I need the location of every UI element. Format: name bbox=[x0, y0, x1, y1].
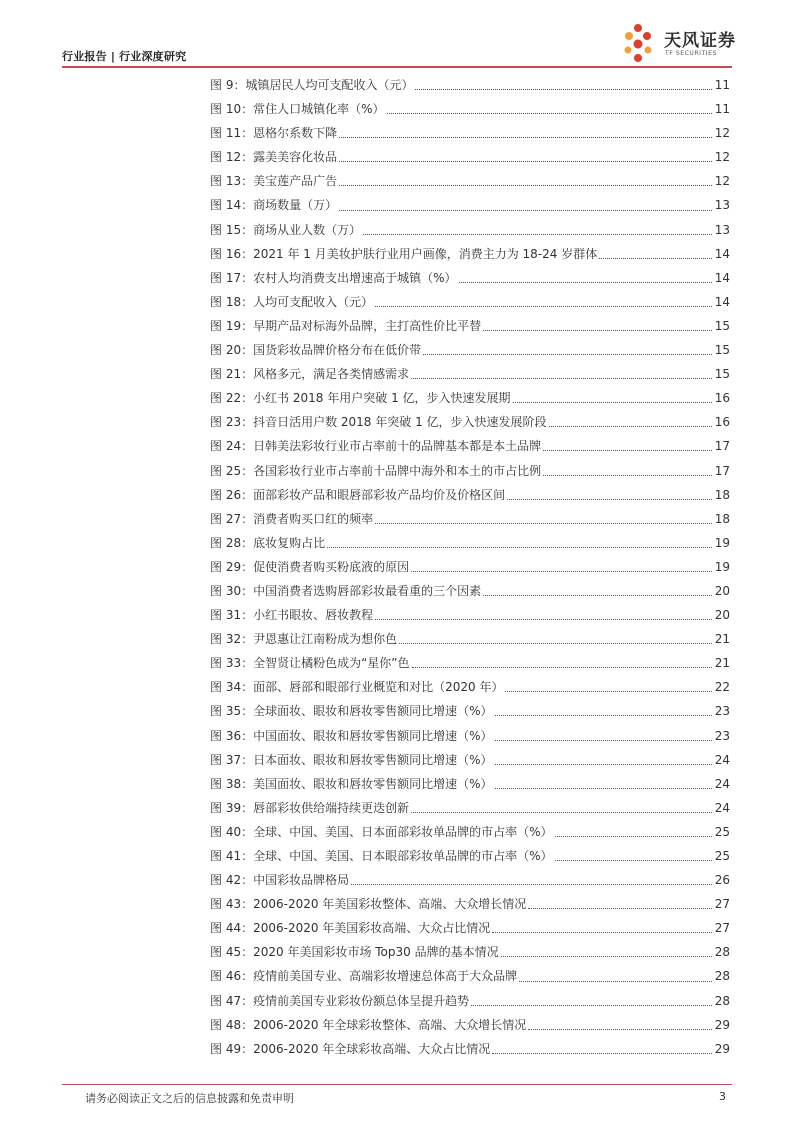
toc-entry[interactable] bbox=[210, 410, 730, 434]
toc-entry[interactable] bbox=[210, 579, 730, 603]
toc-entry-title[interactable]: 图 14：商场数量（万） bbox=[210, 198, 338, 213]
toc-entry-title[interactable]: 图 39：唇部彩妆供给端持续更迭创新 bbox=[210, 800, 410, 815]
toc-dot-leader bbox=[412, 666, 712, 668]
toc-dot-leader bbox=[519, 980, 712, 982]
toc-entry[interactable] bbox=[210, 242, 730, 266]
toc-entry[interactable] bbox=[210, 338, 730, 362]
toc-entry-page[interactable]: 16 bbox=[714, 415, 730, 430]
toc-dot-leader bbox=[411, 570, 712, 572]
toc-dot-leader bbox=[375, 522, 712, 524]
toc-entry-page[interactable]: 24 bbox=[714, 800, 730, 815]
toc-entry[interactable] bbox=[210, 627, 730, 651]
toc-entry[interactable] bbox=[210, 820, 730, 844]
toc-entry[interactable] bbox=[210, 940, 730, 964]
toc-entry[interactable] bbox=[210, 724, 730, 748]
toc-entry-title[interactable]: 图 23：抖音日活用户数 2018 年突破 1 亿，步入快速发展阶段 bbox=[210, 415, 547, 430]
toc-dot-leader bbox=[411, 377, 712, 379]
toc-entry-title[interactable]: 图 49：2006-2020 年全球彩妆高端、大众占比情况 bbox=[210, 1041, 491, 1056]
toc-entry-page[interactable]: 27 bbox=[714, 921, 730, 936]
footer-divider bbox=[62, 1084, 732, 1085]
toc-entry-title[interactable]: 图 32：尹恩惠让江南粉成为想你色 bbox=[210, 632, 398, 647]
toc-entry[interactable] bbox=[210, 651, 730, 675]
toc-dot-leader bbox=[507, 498, 712, 500]
toc-dot-leader bbox=[339, 209, 712, 211]
toc-entry-title[interactable]: 图 16：2021 年 1 月美妆护肤行业用户画像，消费主力为 18-24 岁群体 bbox=[210, 246, 598, 261]
toc-entry[interactable] bbox=[210, 1013, 730, 1037]
toc-dot-leader bbox=[492, 1052, 712, 1054]
toc-entry-page[interactable]: 12 bbox=[714, 174, 730, 189]
toc-entry-page[interactable]: 29 bbox=[714, 1017, 730, 1032]
toc-dot-leader bbox=[495, 714, 713, 716]
toc-entry[interactable] bbox=[210, 266, 730, 290]
toc-entry[interactable] bbox=[210, 868, 730, 892]
logo-mark-icon bbox=[622, 22, 662, 66]
toc-dot-leader bbox=[363, 233, 712, 235]
toc-dot-leader bbox=[399, 642, 712, 644]
toc-entry[interactable] bbox=[210, 1037, 730, 1061]
toc-entry-title[interactable]: 图 27：消费者购买口红的频率 bbox=[210, 511, 374, 526]
toc-dot-leader bbox=[483, 329, 712, 331]
toc-entry[interactable] bbox=[210, 916, 730, 940]
toc-entry-page[interactable]: 17 bbox=[714, 439, 730, 454]
toc-dot-leader bbox=[471, 1004, 712, 1006]
toc-entry-title[interactable]: 图 44：2006-2020 年美国彩妆高端、大众占比情况 bbox=[210, 921, 491, 936]
toc-dot-leader bbox=[528, 907, 712, 909]
toc-entry[interactable] bbox=[210, 964, 730, 988]
toc-entry[interactable] bbox=[210, 989, 730, 1013]
toc-entry-page[interactable]: 27 bbox=[714, 897, 730, 912]
toc-dot-leader bbox=[411, 811, 712, 813]
toc-dot-leader bbox=[543, 474, 712, 476]
toc-entry-page[interactable]: 19 bbox=[714, 535, 730, 550]
toc-entry-page[interactable]: 13 bbox=[714, 222, 730, 237]
toc-entry[interactable] bbox=[210, 290, 730, 314]
toc-entry-title[interactable]: 图 9：城镇居民人均可支配收入（元） bbox=[210, 78, 414, 92]
footer-disclaimer: 请务必阅读正文之后的信息披露和免责申明 bbox=[85, 1092, 294, 1105]
brand-logo bbox=[622, 20, 734, 68]
toc-entry-title[interactable]: 图 22：小红书 2018 年用户突破 1 亿，步入快速发展期 bbox=[210, 391, 511, 406]
toc-entry-title[interactable]: 图 30：中国消费者选购唇部彩妆最看重的三个因素 bbox=[210, 583, 482, 598]
figure-toc-list bbox=[210, 73, 730, 1061]
toc-entry-title[interactable]: 图 13：美宝莲产品广告 bbox=[210, 174, 338, 189]
toc-entry[interactable] bbox=[210, 362, 730, 386]
toc-entry[interactable] bbox=[210, 314, 730, 338]
toc-entry-page[interactable]: 12 bbox=[714, 126, 730, 141]
toc-entry-title[interactable]: 图 42：中国彩妆品牌格局 bbox=[210, 873, 350, 888]
toc-entry-title[interactable]: 图 48：2006-2020 年全球彩妆整体、高端、大众增长情况 bbox=[210, 1017, 527, 1032]
toc-dot-leader bbox=[375, 305, 712, 307]
toc-entry[interactable] bbox=[210, 699, 730, 723]
toc-entry-page[interactable]: 13 bbox=[714, 198, 730, 213]
toc-entry-page[interactable]: 29 bbox=[714, 1041, 730, 1056]
toc-entry-title[interactable]: 图 25：各国彩妆行业市占率前十品牌中海外和本土的市占比例 bbox=[210, 463, 542, 478]
toc-entry-title[interactable]: 图 18：人均可支配收入（元） bbox=[210, 294, 374, 309]
toc-entry[interactable] bbox=[210, 169, 730, 193]
toc-entry-page[interactable]: 26 bbox=[714, 873, 730, 888]
toc-dot-leader bbox=[513, 401, 712, 403]
toc-entry-page[interactable]: 16 bbox=[714, 391, 730, 406]
toc-dot-leader bbox=[505, 690, 712, 692]
logo-name-cn: 天风证券 bbox=[664, 31, 736, 51]
toc-entry-page[interactable]: 14 bbox=[714, 246, 730, 261]
toc-entry[interactable] bbox=[210, 531, 730, 555]
toc-entry-title[interactable]: 图 43：2006-2020 年美国彩妆整体、高端、大众增长情况 bbox=[210, 897, 527, 912]
toc-entry[interactable] bbox=[210, 555, 730, 579]
toc-entry-page[interactable]: 22 bbox=[714, 680, 730, 695]
toc-dot-leader bbox=[555, 859, 713, 861]
toc-entry-title[interactable]: 图 35：全球面妆、眼妆和唇妆零售额同比增速（%） bbox=[210, 704, 493, 719]
toc-dot-leader bbox=[599, 257, 712, 259]
page-number: 3 bbox=[719, 1090, 726, 1103]
toc-entry-title[interactable]: 图 37：日本面妆、眼妆和唇妆零售额同比增速（%） bbox=[210, 752, 493, 767]
toc-dot-leader bbox=[495, 763, 713, 765]
toc-entry-page[interactable]: 28 bbox=[714, 993, 730, 1008]
toc-entry-title[interactable]: 图 10：常住人口城镇化率（%） bbox=[210, 102, 385, 117]
toc-entry-page[interactable]: 11 bbox=[714, 78, 730, 92]
toc-dot-leader bbox=[495, 739, 713, 741]
toc-dot-leader bbox=[339, 160, 712, 162]
toc-entry-title[interactable]: 图 31：小红书眼妆、唇妆教程 bbox=[210, 608, 374, 623]
toc-dot-leader bbox=[483, 594, 712, 596]
toc-entry[interactable] bbox=[210, 73, 730, 97]
toc-dot-leader bbox=[351, 883, 712, 885]
toc-dot-leader bbox=[501, 955, 712, 957]
toc-entry-page[interactable]: 21 bbox=[714, 656, 730, 671]
toc-entry[interactable] bbox=[210, 193, 730, 217]
toc-dot-leader bbox=[387, 112, 713, 114]
toc-dot-leader bbox=[549, 425, 712, 427]
toc-entry[interactable] bbox=[210, 459, 730, 483]
toc-entry[interactable] bbox=[210, 145, 730, 169]
toc-entry-page[interactable]: 17 bbox=[714, 463, 730, 478]
toc-entry-page[interactable]: 14 bbox=[714, 270, 730, 285]
toc-entry-title[interactable]: 图 40：全球、中国、美国、日本面部彩妆单品牌的市占率（%） bbox=[210, 824, 553, 839]
toc-entry-title[interactable]: 图 45：2020 年美国彩妆市场 Top30 品牌的基本情况 bbox=[210, 945, 499, 960]
toc-dot-leader bbox=[528, 1028, 712, 1030]
toc-entry-page[interactable]: 19 bbox=[714, 559, 730, 574]
toc-entry-page[interactable]: 25 bbox=[714, 849, 730, 863]
toc-entry[interactable] bbox=[210, 218, 730, 242]
toc-entry[interactable] bbox=[210, 772, 730, 796]
toc-dot-leader bbox=[555, 835, 713, 837]
toc-dot-leader bbox=[375, 618, 712, 620]
toc-entry-title[interactable]: 图 15：商场从业人数（万） bbox=[210, 222, 362, 237]
toc-entry-page[interactable]: 24 bbox=[714, 776, 730, 791]
logo-name-en: TF SECURITIES bbox=[665, 50, 717, 57]
toc-entry-page[interactable]: 15 bbox=[714, 343, 730, 358]
toc-entry-title[interactable]: 图 29：促使消费者购买粉底液的原因 bbox=[210, 559, 410, 574]
toc-entry-page[interactable]: 28 bbox=[714, 969, 730, 984]
toc-entry-page[interactable]: 15 bbox=[714, 318, 730, 333]
toc-dot-leader bbox=[327, 546, 712, 548]
toc-dot-leader bbox=[459, 281, 713, 283]
toc-entry-title[interactable]: 图 12：露美美容化妆品 bbox=[210, 150, 338, 165]
toc-dot-leader bbox=[492, 931, 712, 933]
toc-entry[interactable] bbox=[210, 892, 730, 916]
toc-dot-leader bbox=[495, 787, 713, 789]
toc-entry-page[interactable]: 25 bbox=[714, 824, 730, 839]
toc-entry[interactable] bbox=[210, 675, 730, 699]
toc-entry-page[interactable]: 20 bbox=[714, 608, 730, 623]
toc-entry-title[interactable]: 图 28：底妆复购占比 bbox=[210, 535, 326, 550]
toc-entry[interactable] bbox=[210, 121, 730, 145]
toc-entry-title[interactable]: 图 46：疫情前美国专业、高端彩妆增速总体高于大众品牌 bbox=[210, 969, 518, 984]
toc-entry-page[interactable]: 11 bbox=[714, 102, 730, 117]
report-category: 行业报告 | 行业深度研究 bbox=[62, 50, 187, 63]
toc-entry[interactable] bbox=[210, 434, 730, 458]
toc-entry-title[interactable]: 图 36：中国面妆、眼妆和唇妆零售额同比增速（%） bbox=[210, 728, 493, 743]
toc-entry-title[interactable]: 图 38：美国面妆、眼妆和唇妆零售额同比增速（%） bbox=[210, 776, 493, 791]
toc-entry-title[interactable]: 图 47：疫情前美国专业彩妆份额总体呈提升趋势 bbox=[210, 993, 470, 1008]
toc-entry-title[interactable]: 图 20：国货彩妆品牌价格分布在低价带 bbox=[210, 343, 422, 358]
toc-entry-title[interactable]: 图 21：风格多元，满足各类情感需求 bbox=[210, 367, 410, 382]
toc-entry-title[interactable]: 图 11：恩格尔系数下降 bbox=[210, 126, 338, 141]
toc-entry-title[interactable]: 图 41：全球、中国、美国、日本眼部彩妆单品牌的市占率（%） bbox=[210, 849, 553, 863]
toc-entry-title[interactable]: 图 34：面部、唇部和眼部行业概览和对比（2020 年） bbox=[210, 680, 504, 695]
toc-entry[interactable] bbox=[210, 97, 730, 121]
toc-entry-title[interactable]: 图 24：日韩美法彩妆行业市占率前十的品牌基本都是本土品牌 bbox=[210, 439, 542, 454]
toc-entry[interactable] bbox=[210, 796, 730, 820]
header-divider bbox=[62, 66, 732, 68]
toc-entry[interactable] bbox=[210, 483, 730, 507]
toc-entry-page[interactable]: 23 bbox=[714, 704, 730, 719]
toc-entry-page[interactable]: 21 bbox=[714, 632, 730, 647]
toc-entry-page[interactable]: 28 bbox=[714, 945, 730, 960]
toc-entry-title[interactable]: 图 26：面部彩妆产品和眼唇部彩妆产品均价及价格区间 bbox=[210, 487, 506, 502]
toc-entry-page[interactable]: 15 bbox=[714, 367, 730, 382]
toc-entry-page[interactable]: 20 bbox=[714, 583, 730, 598]
toc-entry[interactable] bbox=[210, 844, 730, 868]
toc-entry[interactable] bbox=[210, 507, 730, 531]
toc-dot-leader bbox=[339, 184, 712, 186]
toc-entry-title[interactable]: 图 17：农村人均消费支出增速高于城镇（%） bbox=[210, 270, 457, 285]
toc-dot-leader bbox=[339, 136, 712, 138]
toc-entry-title[interactable]: 图 33：全智贤让橘粉色成为“星你”色 bbox=[210, 656, 410, 671]
toc-entry-page[interactable]: 12 bbox=[714, 150, 730, 165]
toc-entry-title[interactable]: 图 19：早期产品对标海外品牌，主打高性价比平替 bbox=[210, 318, 482, 333]
toc-dot-leader bbox=[415, 88, 712, 90]
toc-entry-page[interactable]: 18 bbox=[714, 487, 730, 502]
toc-entry-page[interactable]: 24 bbox=[714, 752, 730, 767]
toc-entry-page[interactable]: 14 bbox=[714, 294, 730, 309]
toc-entry-page[interactable]: 23 bbox=[714, 728, 730, 743]
toc-dot-leader bbox=[423, 353, 712, 355]
toc-entry[interactable] bbox=[210, 748, 730, 772]
toc-entry[interactable] bbox=[210, 386, 730, 410]
toc-entry-page[interactable]: 18 bbox=[714, 511, 730, 526]
toc-entry[interactable] bbox=[210, 603, 730, 627]
toc-dot-leader bbox=[543, 449, 712, 451]
